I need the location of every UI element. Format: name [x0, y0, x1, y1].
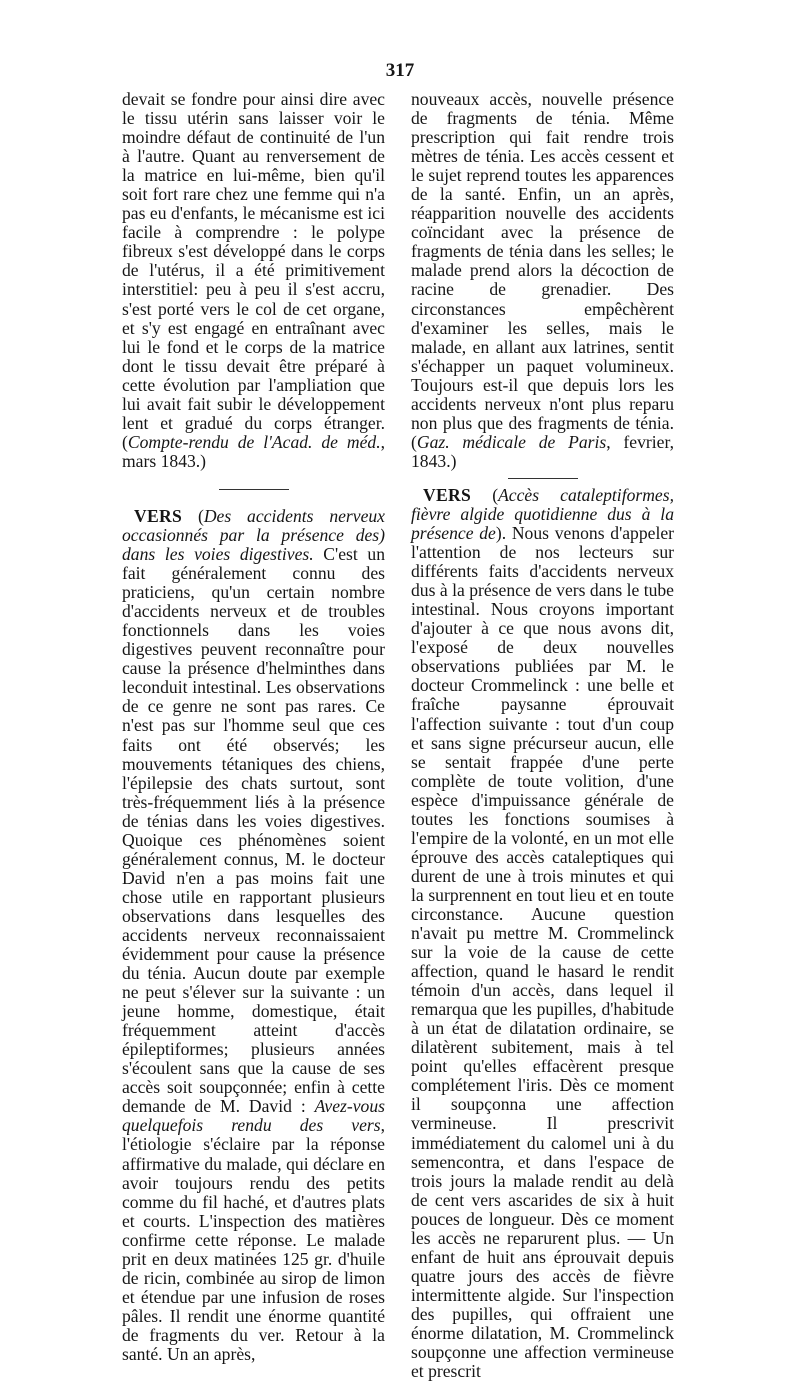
citation-date: , mars 1843.) — [122, 431, 385, 471]
article-text-continued: , l'étiologie s'éclaire par la réponse affirmative du malade, qui déclare en avoir toujours rendu des petits comme du fil haché, et d'autres plats et courts. L'inspection des matières confirme cette réponse. Le malade prit en deux matinées 125 gr. d'huile de ricin, combinée au sirop de limon et étendue par une infusion de roses pâles. Il rendit une énorme quantité de fragments du ver. Retour à la santé. Un an après, — [122, 1115, 385, 1364]
paragraph-text: devait se fondre pour ainsi dire avec le tissu utérin sans laisser voir le moindre défaut de continuité de l'un à l'autre. Quant au renversement de la matrice en lui-même, bien qu'il soit fort rare chez une femme qui n'a pas eu d'enfants, le mécanisme est ici facile à comprendre : le polype fibreux s'est développé dans le corps de l'utérus, il a été primitivement interstitiel: peu à peu il s'est accru, s'est porté vers le col de cet organe, et s'y est engagé en entraînant avec lui le fond et le corps de la matrice dont le tissu devait être préparé à cette évolution par l'ampliation que lui avait fait subir le développement lent et gradué du corps étranger. — [122, 89, 385, 433]
article-vers-cataleptiformes: VERS (Accès cataleptiformes, fièvre algide quotidienne dus à la présence de). Nous venons d'appeler l'attention de nos lecteurs sur différents faits d'accidents nerveux dus à la présence de vers dans le tube intestinal. Nous croyons important d'ajouter à ce que nous avons dit, l'exposé de deux nouvelles observations publiées par M. le docteur Crommelinck : une belle et fraîche paysanne éprouvait l'affection suivante : tout d'un coup et sans signe précurseur aucun, elle se sentait frappée d'une perte complète de toute volition, d'une espèce d'impuissance générale de toutes les fonctions soumises à l'empire de la volonté, en un mot elle éprouve des accès cataleptiques qui durent de une à trois minutes et qui la surprennent en tout lieu et en toute circonstance. Aucune question n'avait pu mettre M. Crommelinck sur la voie de la cause de cette affection, quand le hasard le rendit témoin d'un accès, dans lequel il remarqua que les pupilles, d'habitude à un état de dilatation ordinaire, se dilatèrent subitement, mais à tel point qu'elles effacèrent presque complétement l'iris. Dès ce moment il soupçonna une affection vermineuse. Il prescrivit immédiatement du calomel uni à du semencontra, et dans l'espace de trois jours la malade rendit au delà de cent vers ascarides de six à huit pouces de longueur. Dès ce moment les accès ne reparurent plus. — Un enfant de huit ans éprouvait depuis quatre jours des accès de fièvre intermittente algide. Sur l'inspection des pupilles, qui offraient une énorme dilatation, M. Crommelinck soupçonne une affection vermineuse et prescrit — [411, 484, 675, 1381]
article-title: Accès cataleptiformes, fièvre algide quotidienne dus à la présence de — [411, 484, 674, 544]
article-text: C'est un fait généralement connu des praticiens, qu'un certain nombre d'accidents nerveux et de troubles fonctionnels dans les voies digestives peuvent reconnaître pour cause la présence d'helminthes dans leconduit intestinal. Les observations de ce genre ne sont pas rares. Ce n'est pas sur l'homme seul que ces faits ont été observés; les mouvements tétaniques des chiens, l'épilepsie des chats surtout, sont très-fréquemment liés à la présence de ténias dans les voies digestives. Quoique ces phénomènes soient généralement connus, M. le docteur David n'en a pas moins fait une chose utile en rapportant plusieurs observations dans lesquelles des accidents nerveux reconnaissaient évidemment pour cause la présence du ténia. Aucun doute par exemple ne peut s'élever sur la suivante : un jeune homme, domestique, était fréquemment atteint d'accès épileptiformes; plusieurs années s'écoulent sans que la cause de ses accès soit soupçonnée; enfin à cette demande de M. David : — [122, 544, 385, 1117]
article-vers-accidents-nerveux: VERS (Des accidents nerveux occasionnés par la présence des) dans les voies digestives. C'est un fait généralement connu des praticiens, qu'un certain nombre d'accidents nerveux et de troubles fonctionnels dans les voies digestives peuvent reconnaître pour cause la présence d'helminthes dans leconduit intestinal. Les observations de ce genre ne sont pas rares. Ce n'est pas sur l'homme seul que ces faits ont été observés; les mouvements tétaniques des chiens, l'épilepsie des chats surtout, sont très-fréquemment liés à la présence de ténias dans les voies digestives. Quoique ces phénomènes soient généralement connus, M. le docteur David n'en a pas moins fait une chose utile en rapportant plusieurs observations dans lesquelles des accidents nerveux reconnaissaient évidemment pour cause la présence du ténia. Aucun doute par exemple ne peut s'élever sur la suivante : un jeune homme, domestique, était fréquemment atteint d'accès épileptiformes; plusieurs années s'écoulent sans que la cause de ses accès soit soupçonnée; enfin à cette demande de M. David : Avez-vous quelquefois rendu des vers, l'étiologie s'éclaire par la réponse affirmative du malade, qui déclare en avoir toujours rendu des petits comme du fil haché, et d'autres plats et courts. L'inspection des matières confirme cette réponse. Le malade prit en deux matinées 125 gr. d'huile de ricin, combinée au sirop de limon et étendue par une infusion de roses pâles. Il rendit une énorme quantité de fragments du ver. Retour à la santé. Un an après, — [122, 505, 385, 1364]
article-headword: VERS — [423, 484, 472, 505]
article-title: Des accidents nerveux occasionnés par la présence des) dans les voies digestives. — [122, 505, 385, 565]
right-column — [411, 90, 674, 1381]
page-number: 317 — [385, 60, 415, 81]
article-text: Nous venons d'appeler l'attention de nos lecteurs sur différents faits d'accidents nerveux dus à la présence de vers dans le tube intestinal. Nous croyons important d'ajouter à ce que nous avons dit, l'exposé de deux nouvelles observations publiées par M. le docteur Crommelinck : une belle et fraîche paysanne éprouvait l'affection suivante : tout d'un coup et sans signe précurseur aucun, elle se sentait frappée d'une perte complète de toute volition, d'une espèce d'impuissance générale de toutes les fonctions soumises à l'empire de la volonté, en un mot elle éprouve des accès cataleptiques qui durent de une à trois minutes et qui la surprennent en tout lieu et en toute circonstance. Aucune question n'avait pu mettre M. Crommelinck sur la voie de la cause de cette affection, quand le hasard le rendit témoin d'un accès, dans lequel il remarqua que les pupilles, d'habitude à un état de dilatation ordinaire, se dilatèrent subitement, mais à tel point qu'elles effacèrent presque complétement l'iris. Dès ce moment il soupçonna une affection vermineuse. Il prescrivit immédiatement du calomel uni à du semencontra, et dans l'espace de trois jours la malade rendit au delà de cent vers ascarides de six à huit pouces de longueur. Dès ce moment les accès ne reparurent plus. — Un enfant de huit ans éprouvait depuis quatre jours des accès de fièvre intermittente algide. Sur l'inspection des pupilles, qui offraient une énorme dilatation, M. Crommelinck soupçonne une affection vermineuse et prescrit — [411, 523, 675, 1381]
quoted-question: Avez-vous quelquefois rendu des vers — [122, 1096, 385, 1136]
left-column — [122, 90, 385, 1364]
paragraph-text: nouveaux accès, nouvelle présence de fragments de ténia. Même prescription qui fait rendre trois mètres de ténia. Les accès cessent et le sujet reprend toutes les apparences de la santé. Enfin, un an après, réapparition nouvelle des accidents coïncidant avec la présence de fragments de ténia dans les selles; le malade prend alors la décoction de racine de grenadier. Des circonstances empêchèrent d'examiner les selles, mais le malade, en allant aux latrines, sentit s'échapper un paquet volumineux. Toujours est-il que depuis lors les accidents nerveux n'ont plus reparu non plus que des fragments de ténia. ( — [411, 89, 674, 452]
section-divider — [508, 478, 578, 479]
paragraph-tenia-continuation — [411, 90, 674, 471]
section-divider — [219, 489, 289, 490]
citation-source: Compte-rendu de l'Acad. de méd. — [127, 431, 381, 452]
citation-date: , fevrier, 1843.) — [411, 431, 674, 471]
article-headword: VERS — [134, 505, 183, 526]
citation-source: Gaz. médicale de Paris — [416, 431, 607, 452]
paragraph-polype-continuation: devait se fondre pour ainsi dire avec le tissu utérin sans laisser voir le moindre défaut de continuité de l'un à l'autre. Quant au renversement de la matrice en lui-même, bien qu'il soit fort rare chez une femme qui n'a pas eu d'enfants, le mécanisme est ici facile à comprendre : le polype fibreux s'est développé dans le corps de l'utérus, il a été primitivement interstitiel: peu à peu il s'est accru, s'est porté vers le col de cet organe, et s'y est engagé en entraînant avec lui le fond et le corps de la matrice dont le tissu devait être préparé à cette évolution par l'ampliation que lui avait fait subir le développement lent et gradué du corps étranger. (Compte-rendu de l'Acad. de méd., mars 1843.) — [122, 89, 385, 471]
